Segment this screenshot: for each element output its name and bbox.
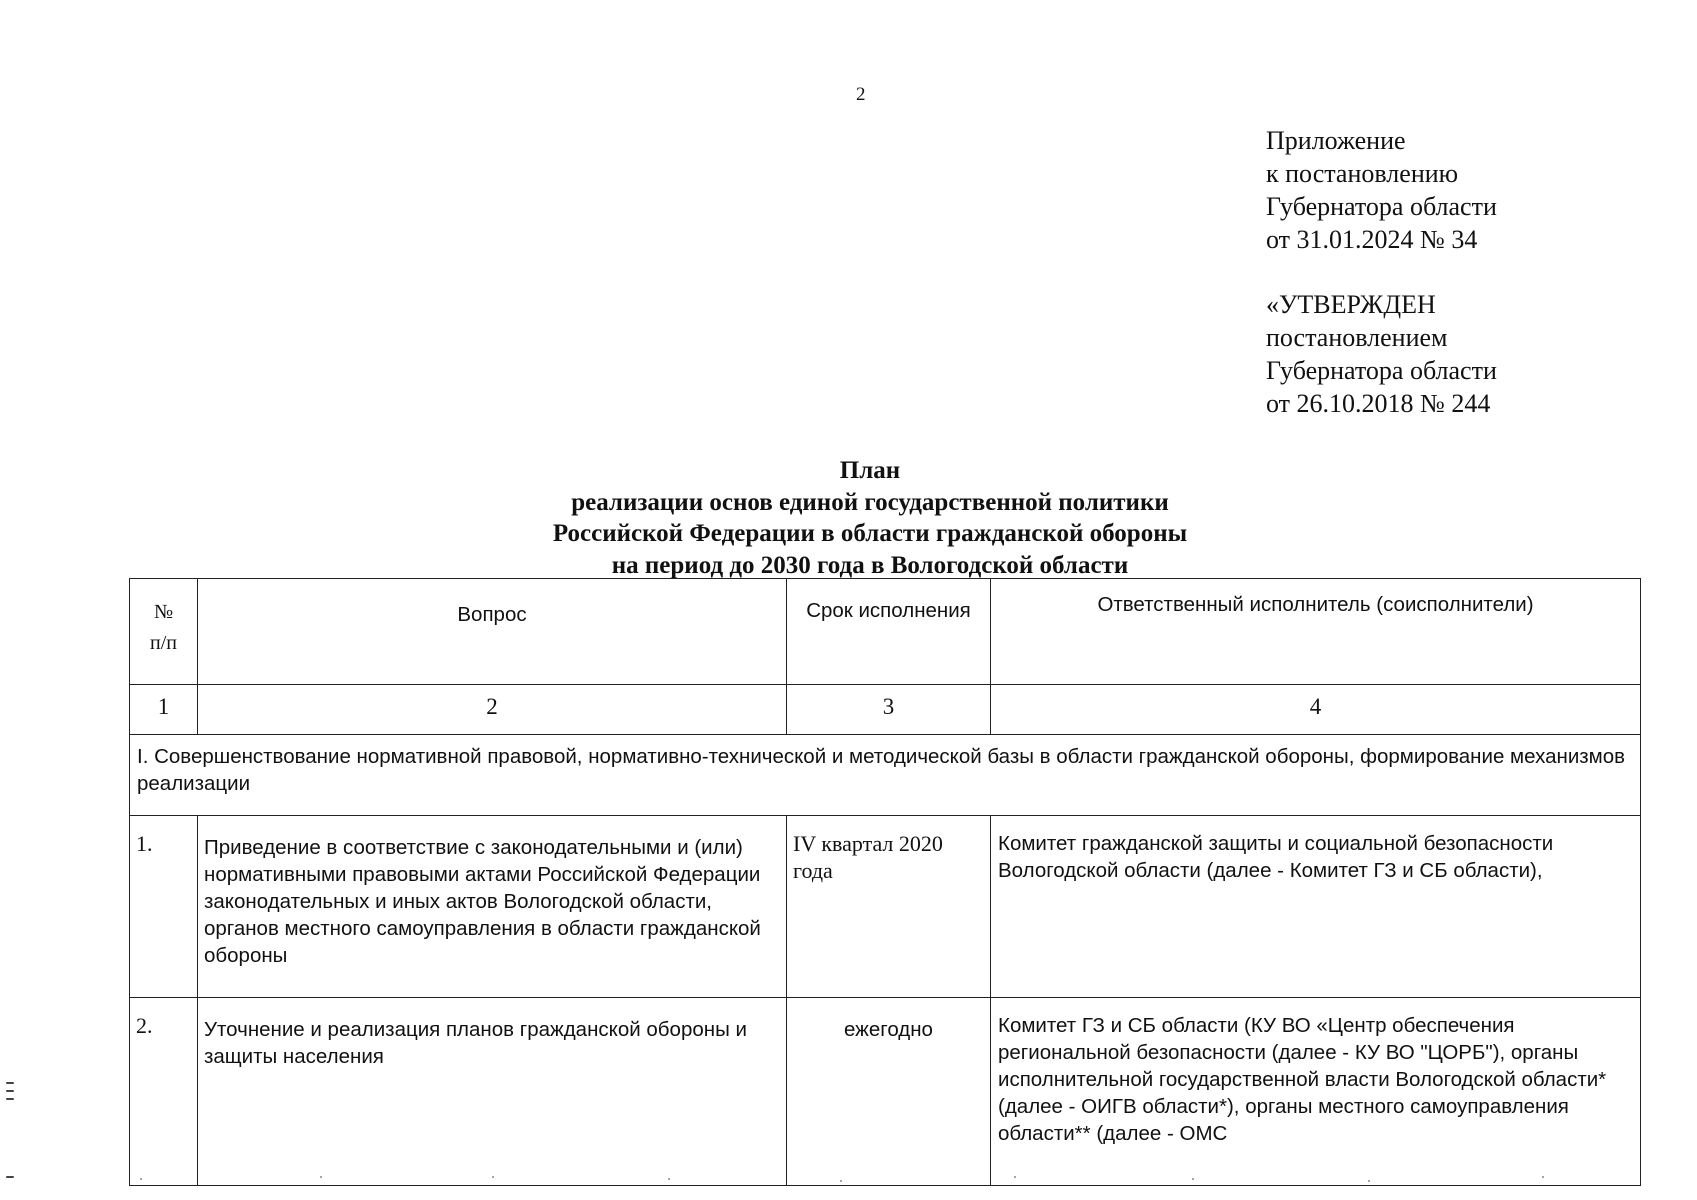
scan-mark xyxy=(6,1090,14,1092)
row-term: ежегодно xyxy=(787,998,991,1186)
title-line: Российской Федерации в области гражданской обороны xyxy=(552,520,1188,547)
appendix-line: к постановлению xyxy=(1266,159,1459,188)
header-num-symbol: № xyxy=(153,601,174,623)
title-line: План xyxy=(839,457,901,484)
scan-speck xyxy=(492,1176,494,1178)
title-line: реализации основ единой государственной политики xyxy=(571,488,1169,516)
section-row xyxy=(130,735,1641,816)
row-question: Уточнение и реализация планов гражданской обороны и защиты населения xyxy=(198,998,787,1186)
document-title xyxy=(0,455,1697,581)
column-number-row xyxy=(130,685,1641,735)
row-question: Приведение в соответствие с законодательными и (или) нормативными правовыми актами Российской Федерации законодательных и иных актов Вологодской области, органов местного самоуправления в области гражданской обороны xyxy=(198,816,787,998)
table-row xyxy=(130,816,1641,998)
scan-speck xyxy=(320,1176,322,1178)
scan-mark xyxy=(6,1176,14,1178)
scan-mark xyxy=(6,1098,14,1100)
scan-speck xyxy=(1368,1180,1370,1182)
scan-speck xyxy=(1192,1178,1194,1180)
header-num-abbr: п/п xyxy=(150,632,177,654)
appendix-line: от 31.01.2024 № 34 xyxy=(1266,225,1478,254)
table-header-row xyxy=(130,579,1641,685)
row-number: 2. xyxy=(130,998,198,1186)
approved-line: от 26.10.2018 № 244 xyxy=(1266,389,1491,418)
section-title: I. Совершенствование нормативной правовой, нормативно-технической и методической базы в области гражданской обороны, формирование механизмов реализации xyxy=(130,735,1641,816)
column-number: 2 xyxy=(198,685,787,735)
plan-table xyxy=(129,578,1641,1186)
scan-speck xyxy=(668,1178,670,1180)
header-num xyxy=(130,579,198,685)
scan-speck xyxy=(840,1180,842,1182)
row-responsible: Комитет гражданской защиты и социальной безопасности Вологодской области (далее - Комитет ГЗ и СБ области), xyxy=(991,816,1641,998)
appendix-gap xyxy=(1266,256,1497,288)
row-responsible: Комитет ГЗ и СБ области (КУ ВО «Центр обеспечения региональной безопасности (далее - КУ ВО "ЦОРБ"), органы исполнительной государственной власти Вологодской области* (далее - ОИГВ области*), органы местного самоуправления области** (далее - ОМС xyxy=(991,998,1641,1186)
header-responsible: Ответственный исполнитель (соисполнители) xyxy=(991,579,1641,685)
approved-line: Губернатора области xyxy=(1266,356,1497,385)
row-number: 1. xyxy=(130,816,198,998)
approved-line: «УТВЕРЖДЕН xyxy=(1266,290,1436,319)
scan-mark xyxy=(6,1082,14,1084)
column-number: 4 xyxy=(991,685,1641,735)
header-question: Вопрос xyxy=(198,579,787,685)
scan-speck xyxy=(1014,1176,1016,1178)
approved-line: постановлением xyxy=(1266,323,1448,352)
column-number: 3 xyxy=(787,685,991,735)
row-term: IV квартал 2020 года xyxy=(787,816,991,998)
appendix-line: Губернатора области xyxy=(1266,192,1497,221)
scan-speck xyxy=(1542,1176,1544,1178)
page-number: 2 xyxy=(856,84,866,105)
title-line: на период до 2030 года в Вологодской области xyxy=(611,551,1129,579)
table-row xyxy=(130,998,1641,1186)
appendix-block xyxy=(1266,124,1497,420)
scan-speck xyxy=(140,1178,142,1180)
header-term: Срок исполнения xyxy=(787,579,991,685)
column-number: 1 xyxy=(130,685,198,735)
appendix-line: Приложение xyxy=(1266,126,1406,155)
